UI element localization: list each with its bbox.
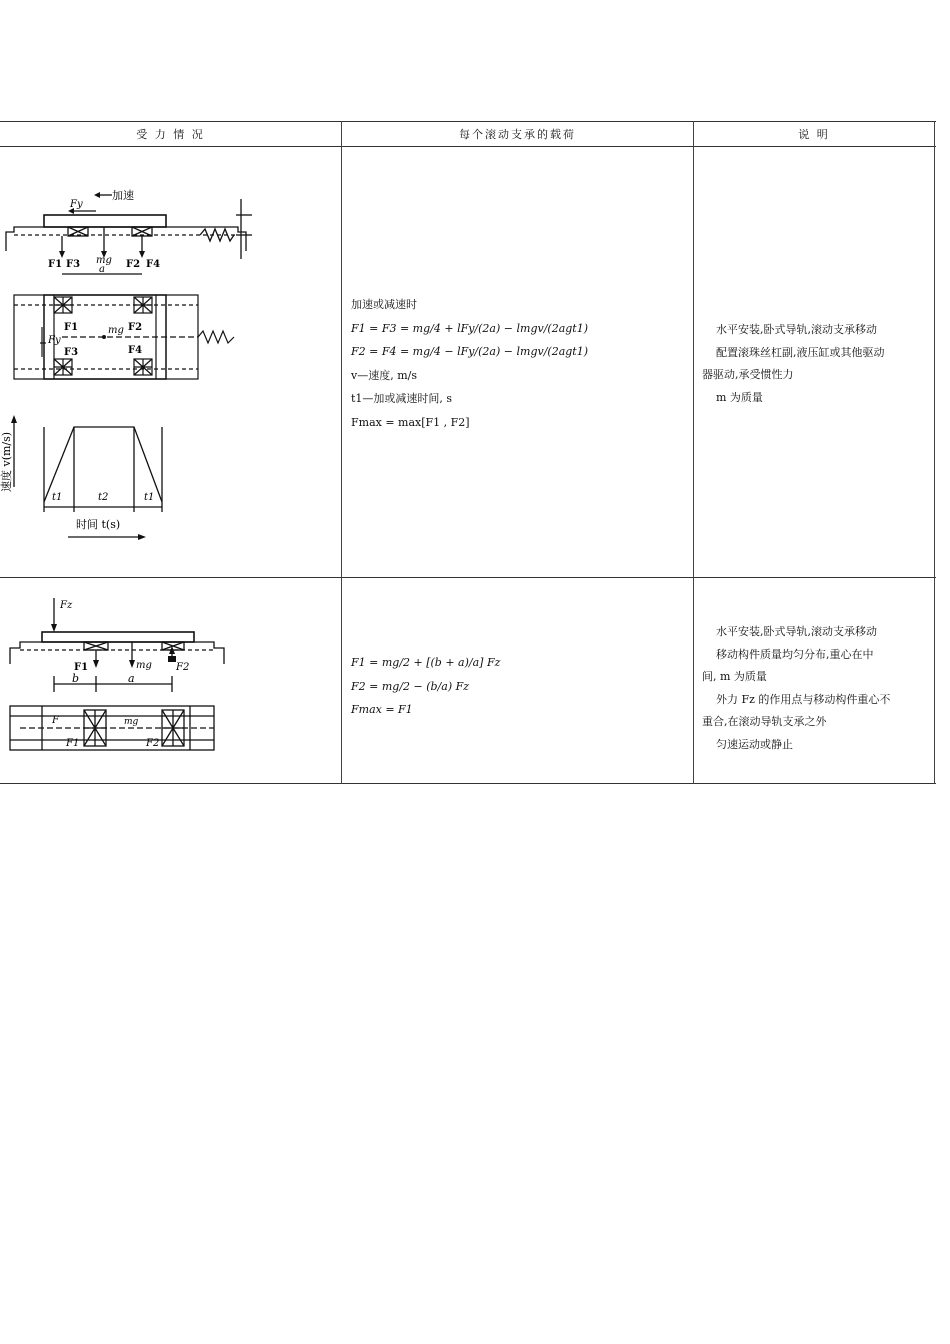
note-line: 水平安装,卧式导轨,滚动支承移动 [716, 625, 877, 638]
svg-text:F2: F2 [176, 662, 190, 673]
row1-force-diagram [0, 147, 340, 577]
formula-line: F1 = mg/2 + [(b + a)/a] Fz [351, 656, 501, 669]
svg-text:F3: F3 [66, 259, 81, 270]
svg-text:F2: F2 [128, 322, 143, 333]
note-line: 器驱动,承受惯性力 [702, 368, 794, 381]
formula-line: F2 = mg/2 − (b/a) Fz [351, 679, 470, 693]
svg-text:mg: mg [108, 325, 124, 336]
svg-text:F: F [52, 715, 59, 726]
note-line: 重合,在滚动导轨支承之外 [702, 715, 827, 728]
note-line: m 为质量 [716, 390, 763, 404]
row1-notes [702, 319, 885, 409]
svg-text:b: b [72, 672, 80, 685]
svg-text:Fz: Fz [60, 600, 73, 611]
formula-line: Fmax = max[F1 , F2] [351, 415, 470, 429]
row2-notes [702, 621, 890, 756]
header-support-load: 每个滚动支承的载荷 [459, 128, 576, 141]
table-bottom-border [0, 783, 936, 784]
svg-text:F1: F1 [64, 322, 79, 333]
formula-line: v—速度, m/s [351, 368, 417, 382]
column-divider-1 [341, 121, 342, 784]
svg-text:mg: mg [124, 717, 139, 727]
note-line: 配置滚珠丝杠副,液压缸或其他驱动 [716, 345, 885, 359]
note-line: 匀速运动或静止 [716, 737, 793, 751]
formula-line: 加速或减速时 [351, 298, 417, 311]
svg-text:F4: F4 [146, 259, 161, 270]
svg-text:t2: t2 [98, 492, 109, 503]
formula-line: F1 = F3 = mg/4 + lFy/(2a) − lmgv/(2agt1) [351, 321, 588, 335]
table-right-border [934, 121, 935, 784]
svg-text:a: a [99, 264, 105, 275]
svg-text:F1: F1 [48, 259, 63, 270]
svg-text:F2: F2 [126, 259, 141, 270]
svg-text:mg: mg [96, 255, 112, 266]
svg-text:F3: F3 [64, 347, 79, 358]
row1-formulas [351, 293, 588, 434]
formula-line: F2 = F4 = mg/4 − lFy/(2a) − lmgv/(2agt1) [351, 345, 588, 358]
row2-formulas [351, 651, 500, 722]
formula-line: Fmax = F1 [351, 703, 413, 716]
header-description: 说 明 [798, 128, 830, 141]
note-line: 外力 Fz 的作用点与移动构件重心不 [716, 692, 891, 706]
formula-line: t1—加或减速时间, s [351, 392, 453, 405]
note-line: 间, m 为质量 [702, 670, 767, 683]
accel-label: 加速 [112, 189, 134, 202]
note-line: 水平安装,卧式导轨,滚动支承移动 [716, 323, 877, 336]
svg-text:F1: F1 [74, 662, 89, 673]
row2-force-diagram [0, 578, 340, 783]
svg-text:Fy: Fy [70, 199, 83, 210]
svg-text:t1: t1 [52, 492, 63, 503]
time-axis-label: 时间 t(s) [76, 518, 121, 531]
svg-text:F2: F2 [146, 738, 160, 749]
svg-text:F4: F4 [128, 345, 143, 356]
column-divider-2 [693, 121, 694, 784]
velocity-axis-label: 速度 v(m/s) [0, 431, 13, 492]
svg-text:t1: t1 [144, 492, 155, 503]
note-line: 移动构件质量均匀分布,重心在中 [716, 647, 874, 661]
svg-text:Fy: Fy [48, 335, 61, 346]
svg-text:a: a [128, 672, 135, 685]
header-load-condition: 受 力 情 况 [136, 128, 205, 141]
svg-text:F1: F1 [66, 738, 80, 749]
svg-text:mg: mg [136, 660, 152, 671]
